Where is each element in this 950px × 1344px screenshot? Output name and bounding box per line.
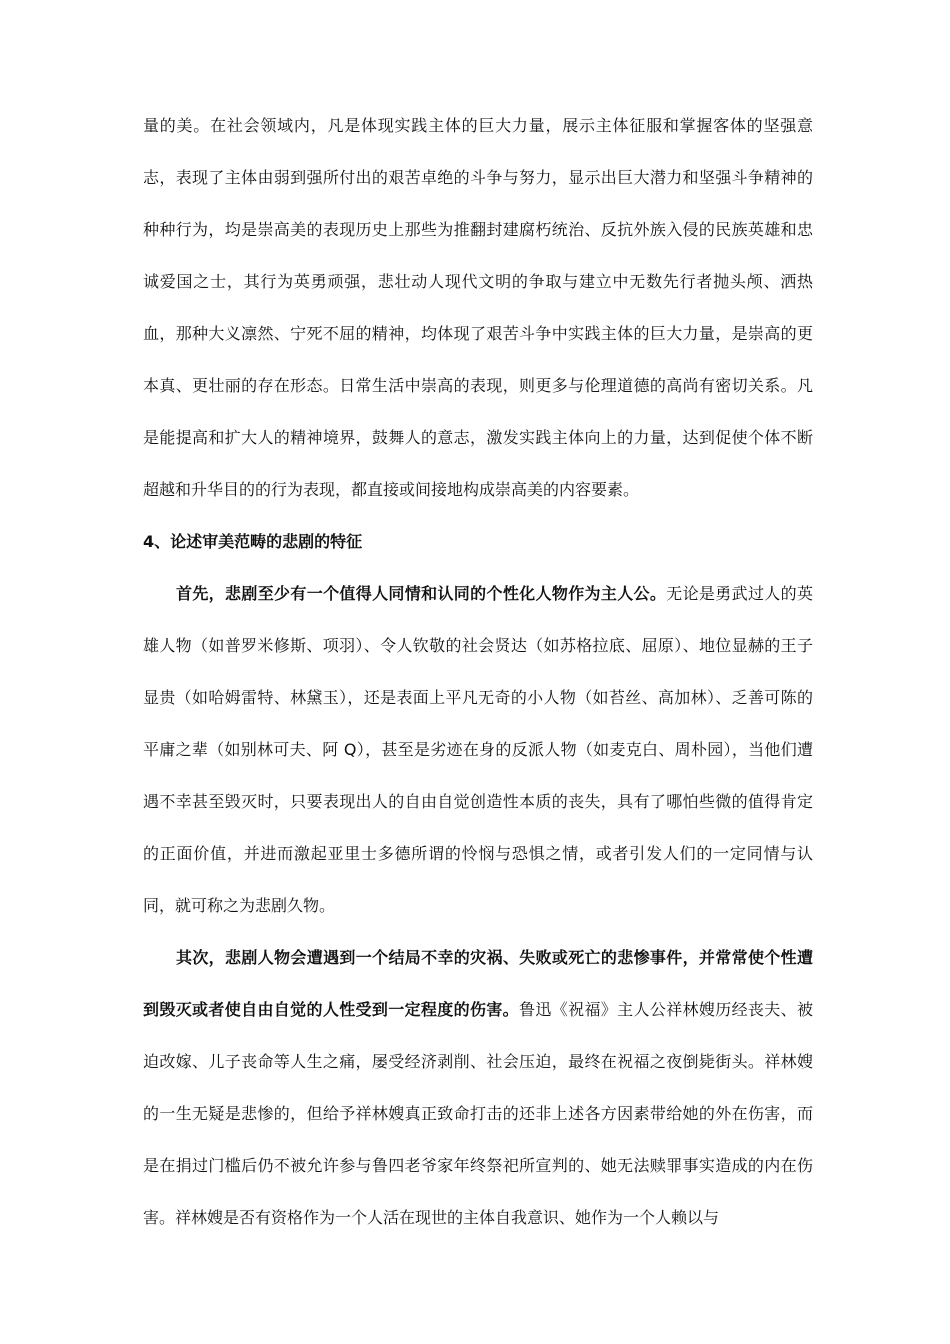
document-page bbox=[143, 100, 813, 1244]
paragraph-sublime-society bbox=[143, 100, 813, 516]
paragraph-text: 无论是勇武过人的英雄人物（如普罗米修斯、项羽）、令人钦敬的社会贤达（如苏格拉底、屈原）、地位显赫的王子显贵（如哈姆雷特、林黛玉），还是表面上平凡无奇的小人物（如苔丝、高加林）、乏善可陈的平庸之辈（如别林可夫、阿 Q），甚至是劣迹在身的反派人物（如麦克白、周朴园），当他们遭遇不幸甚至毁灭时，只要表现出人的自由自觉创造性本质的丧失，具有了哪怕些微的值得肯定的正面价值，并进而激起亚里士多德所谓的怜悯与恐惧之情，或者引发人们的一定同情与认同，就可称之为悲剧久物。 bbox=[143, 584, 813, 915]
section-heading: 4、论述审美范畴的悲剧的特征 bbox=[143, 532, 363, 551]
paragraph-lead-bold: 其次，悲剧人物会遭遇到一个结局不幸的灾祸、失败或死亡的悲惨事件，并常常使个性遭到毁灭或者使自由自觉的人性受到一定程度的伤害。 bbox=[143, 948, 813, 1019]
paragraph-lead-bold: 首先，悲剧至少有一个值得人同情和认同的个性化人物作为主人公。 bbox=[176, 584, 667, 603]
paragraph-tragic-protagonist bbox=[143, 568, 813, 932]
paragraph-text: 量的美。在社会领域内，凡是体现实践主体的巨大力量，展示主体征服和掌握客体的坚强意志，表现了主体由弱到强所付出的艰苦卓绝的斗争与努力，显示出巨大潜力和坚强斗争精神的种种行为，均是崇高美的表现历史上那些为推翻封建腐朽统治、反抗外族入侵的民族英雄和忠诚爱国之士，其行为英勇顽强，悲壮动人现代文明的争取与建立中无数先行者抛头颅、洒热血，那种大义凛然、宁死不屈的精神，均体现了艰苦斗争中实践主体的巨大力量，是崇高的更本真、更壮丽的存在形态。日常生活中崇高的表现，则更多与伦理道德的高尚有密切关系。凡是能提高和扩大人的精神境界，鼓舞人的意志，激发实践主体向上的力量，达到促使个体不断超越和升华目的的行为表现，都直接或间接地构成崇高美的内容要素。 bbox=[143, 116, 813, 499]
paragraph-tragic-event bbox=[143, 932, 813, 1244]
paragraph-text: 鲁迅《祝福》主人公祥林嫂历经丧夫、被迫改嫁、儿子丧命等人生之痛，屡受经济剥削、社会压迫，最终在祝福之夜倒毙街头。祥林嫂的一生无疑是悲惨的，但给予祥林嫂真正致命打击的还非上述各方因素带给她的外在伤害，而是在捐过门槛后仍不被允许参与鲁四老爷家年终祭祀所宣判的、她无法赎罪事实造成的内在伤害。祥林嫂是否有资格作为一个人活在现世的主体自我意识、她作为一个人赖以与 bbox=[143, 1000, 813, 1227]
